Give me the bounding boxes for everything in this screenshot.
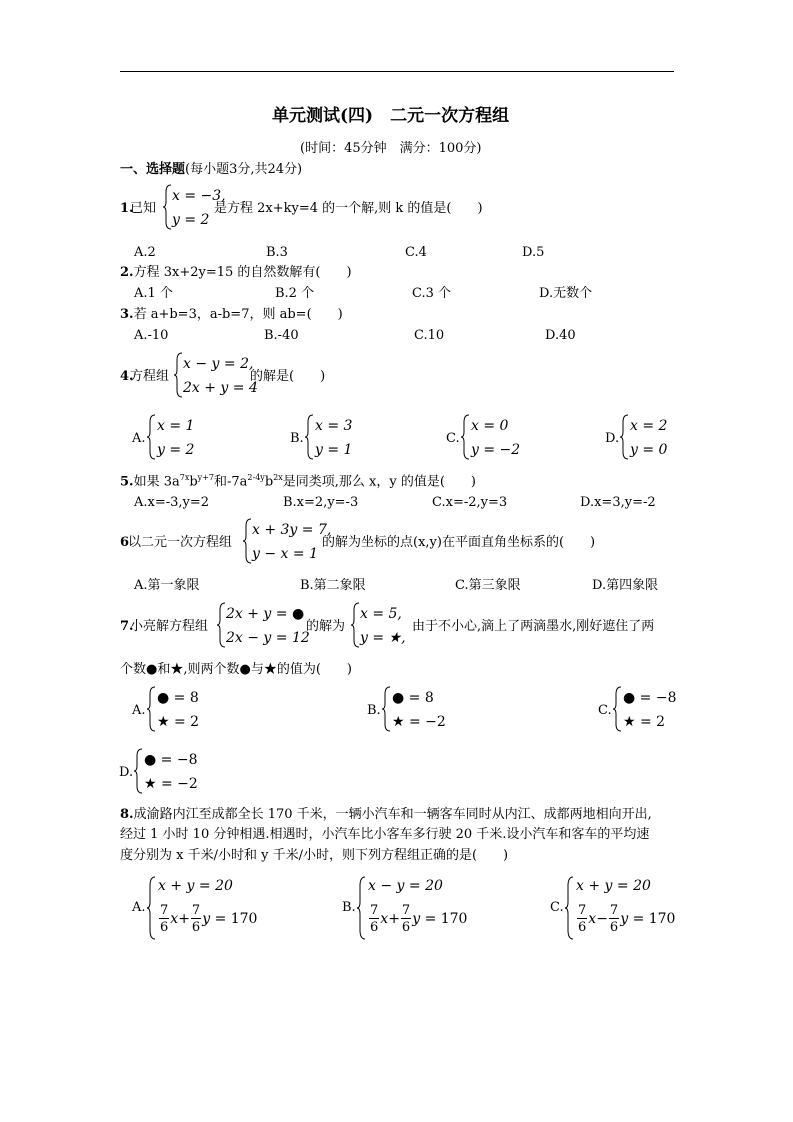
system-row-1: x + y = 20 [158, 878, 233, 894]
system-row-1: x = 1 [157, 418, 195, 434]
equation-rhs: = 170 [214, 911, 258, 927]
system-row-1: x = 2 [630, 418, 668, 434]
system-row-1: x − y = 20 [368, 878, 443, 894]
option-label: D. [119, 765, 134, 780]
fraction [159, 904, 169, 934]
stem-part: b [189, 474, 198, 490]
option-label: A. [132, 900, 146, 915]
system-row-2: $\frac{7}{6}$ x+ $\frac{7}{6}$ y = 170 [370, 903, 468, 935]
question-number: 1. [120, 201, 134, 216]
system-row-1: 2x + y = ● [226, 606, 305, 622]
system-row-2: y = 2 [172, 212, 210, 228]
fraction [191, 904, 201, 934]
system-row-1: x = −3, [172, 188, 226, 204]
solution-row-1: x = 5, [360, 606, 402, 622]
question-suffix: 是方程 2x+ky=4 的一个解,则 k 的值是( ) [214, 201, 483, 216]
q1-option-a[interactable]: A.2 [134, 245, 156, 260]
system-row-2: y = 1 [315, 442, 353, 458]
q1-option-b[interactable]: B.3 [266, 245, 288, 260]
fraction-denominator: 6 [370, 920, 379, 935]
question-number: 6 [120, 535, 130, 550]
option-label: B. [367, 703, 381, 718]
brace-icon [146, 686, 156, 732]
q7-option-a[interactable] [132, 686, 212, 732]
fraction [369, 904, 379, 934]
brace-icon [381, 686, 391, 732]
stem-part: b [264, 474, 274, 490]
q1-option-c[interactable]: C.4 [405, 245, 427, 260]
option-label: C. [446, 431, 460, 446]
question-8-line-1 [120, 808, 652, 821]
brace-icon [619, 414, 629, 460]
q8-option-b[interactable] [342, 876, 482, 940]
system-row-2: $\frac{7}{6}$ x+ $\frac{7}{6}$ y = 170 [160, 903, 258, 935]
q2-option-a[interactable]: A.1 个 [134, 286, 173, 301]
brace-icon [242, 518, 252, 564]
option-label: C. [550, 900, 564, 915]
q1-option-d[interactable]: D.5 [522, 245, 545, 260]
fraction-denominator: 6 [609, 920, 619, 935]
section-heading [120, 163, 302, 176]
option-label: C. [598, 703, 612, 718]
q7-option-d[interactable] [119, 748, 209, 794]
q6-option-c[interactable]: C.第三象限 [455, 578, 521, 593]
question-number: 8. [120, 807, 134, 822]
question-prefix: 以二元一次方程组 [128, 535, 233, 550]
section-label: 一、选择题 [120, 162, 186, 177]
fraction-numerator: 7 [401, 903, 411, 918]
brace-icon [350, 602, 360, 648]
question-stem: 若 a+b=3，a-b=7，则 ab=( ) [133, 307, 343, 322]
system-row-2: ★ = 2 [623, 714, 666, 730]
brace-icon [612, 686, 622, 732]
brace-icon [133, 748, 143, 794]
question-number: 2. [120, 265, 134, 280]
exponent: y+7 [197, 473, 214, 482]
system-row-2: y = 2 [157, 442, 195, 458]
q5-option-a[interactable]: A.x=-3,y=2 [134, 495, 210, 510]
system-row-1: x = 0 [471, 418, 509, 434]
q6-option-a[interactable]: A.第一象限 [134, 578, 200, 593]
solution-row-2: y = ★, [360, 630, 406, 646]
q3-option-c[interactable]: C.10 [414, 328, 445, 343]
system-row-2: ★ = −2 [392, 714, 446, 730]
exponent: 2-4y [247, 473, 265, 482]
system-row-1: x + 3y = 7, [252, 522, 332, 538]
q8-option-c[interactable] [550, 876, 690, 940]
exponent: 2x [273, 473, 283, 482]
system-row-2: ★ = −2 [144, 776, 198, 792]
system-row-2: ★ = 2 [157, 714, 200, 730]
question-stem: 方程 3x+2y=15 的自然数解有( ) [133, 265, 352, 280]
fraction-denominator: 6 [578, 920, 587, 935]
question-7 [120, 602, 676, 648]
brace-icon [564, 876, 574, 940]
q5-option-d[interactable]: D.x=3,y=-2 [580, 495, 656, 510]
section-note: (每小题3分,共24分) [185, 162, 303, 177]
q8-option-a[interactable] [132, 876, 272, 940]
brace-icon [356, 876, 366, 940]
question-prefix: 小亮解方程组 [130, 619, 209, 634]
q4-option-c[interactable] [446, 414, 536, 460]
q5-option-c[interactable]: C.x=-2,y=3 [432, 495, 508, 510]
brace-icon [146, 876, 156, 940]
system-row-2: 2x + y = 4 [183, 380, 258, 396]
system-row-1: x − y = 2, [183, 356, 254, 372]
question-suffix: 的解为坐标的点(x,y)在平面直角坐标系的( ) [322, 535, 596, 550]
q2-option-d[interactable]: D.无数个 [539, 286, 593, 301]
q3-option-a[interactable]: A.-10 [134, 328, 169, 343]
brace-icon [216, 602, 226, 648]
fraction [609, 904, 619, 934]
system-row-1: x = 3 [315, 418, 353, 434]
brace-icon [146, 414, 156, 460]
exponent: 7x [179, 473, 190, 482]
fraction-numerator: 7 [370, 903, 379, 918]
q3-option-d[interactable]: D.40 [545, 328, 576, 343]
q4-option-b[interactable] [290, 414, 370, 460]
q2-option-b[interactable]: B.2 个 [275, 286, 315, 301]
system-row-1: x + y = 20 [576, 878, 651, 894]
q2-option-c[interactable]: C.3 个 [412, 286, 452, 301]
stem-part: 如果 3a [133, 474, 180, 490]
option-label: B. [290, 431, 304, 446]
fraction-numerator: 7 [578, 903, 587, 918]
system-row-2: y = 0 [630, 442, 668, 458]
fraction-denominator: 6 [160, 920, 169, 935]
operator: − [596, 911, 608, 927]
system-row-2: y − x = 1 [252, 546, 318, 562]
q4-option-a[interactable] [132, 414, 212, 460]
header-rule [120, 71, 674, 72]
fraction-numerator: 7 [191, 903, 201, 918]
option-label: D. [605, 431, 620, 446]
question-8-line-3: 度分别为 x 千米/小时和 y 千米/小时，则下列方程组正确的是( ) [120, 848, 509, 863]
fraction-numerator: 7 [160, 903, 169, 918]
question-3 [120, 308, 343, 321]
fraction-denominator: 6 [191, 920, 201, 935]
option-label: A. [132, 431, 146, 446]
question-prefix: 方程组 [130, 369, 170, 384]
option-label: B. [342, 900, 356, 915]
question-8-line-2: 经过 1 小时 10 分钟相遇.相遇时，小汽车比小客车多行驶 20 千米.设小汽车和客车的平均速 [120, 827, 650, 842]
question-number: 4. [120, 369, 134, 384]
brace-icon [162, 184, 172, 230]
equation-rhs: = 170 [632, 911, 676, 927]
system-row-2: $\frac{7}{6}$ x− $\frac{7}{6}$ y = 170 [578, 903, 676, 935]
fraction [401, 904, 411, 934]
question-number: 3. [120, 307, 134, 322]
system-row-1: ● = 8 [157, 690, 199, 706]
fraction [577, 904, 587, 934]
q5-option-b[interactable]: B.x=2,y=-3 [283, 495, 359, 510]
brace-icon [460, 414, 470, 460]
question-suffix: 的解是( ) [250, 369, 326, 384]
question-number: 5. [120, 474, 134, 490]
q4-option-d[interactable] [605, 414, 675, 460]
fraction-numerator: 7 [609, 903, 619, 918]
q6-option-b[interactable]: B.第二象限 [300, 578, 366, 593]
question-prefix: 已知 [130, 201, 157, 216]
page-title: 单元测试(四) 二元一次方程组 [272, 106, 510, 126]
question-mid: 的解为 [306, 619, 346, 634]
system-row-1: ● = −8 [144, 752, 198, 768]
brace-icon [304, 414, 314, 460]
fraction-denominator: 6 [401, 920, 411, 935]
question-2 [120, 266, 352, 279]
system-row-1: ● = −8 [623, 690, 677, 706]
q6-option-d[interactable]: D.第四象限 [592, 578, 659, 593]
system-row-2: y = −2 [471, 442, 521, 458]
question-stem: 成渝路内江至成都全长 170 千米，一辆小汽车和一辆客车同时从内江、成都两地相向开出, [133, 807, 652, 822]
question-number: 7. [120, 619, 134, 634]
system-row-1: ● = 8 [392, 690, 434, 706]
q7-option-b[interactable] [367, 686, 457, 732]
brace-icon [173, 352, 183, 398]
operator: + [178, 911, 190, 927]
equation-rhs: = 170 [424, 911, 468, 927]
option-label: A. [132, 703, 146, 718]
system-row-2: 2x − y = 12 [226, 630, 310, 646]
stem-part: 是同类项,那么 x，y 的值是( ) [282, 474, 476, 490]
question-5 [120, 474, 476, 488]
q3-option-b[interactable]: B.-40 [264, 328, 299, 343]
question-7-line-2: 个数●和★,则两个数●与★的值为( ) [120, 662, 352, 677]
question-suffix: 由于不小心,滴上了两滴墨水,刚好遮住了两 [412, 619, 655, 634]
operator: + [388, 911, 400, 927]
q7-option-c[interactable] [598, 686, 678, 732]
stem-part: 和-7a [213, 474, 248, 490]
exam-info: (时间：45分钟 满分：100分) [300, 141, 482, 156]
